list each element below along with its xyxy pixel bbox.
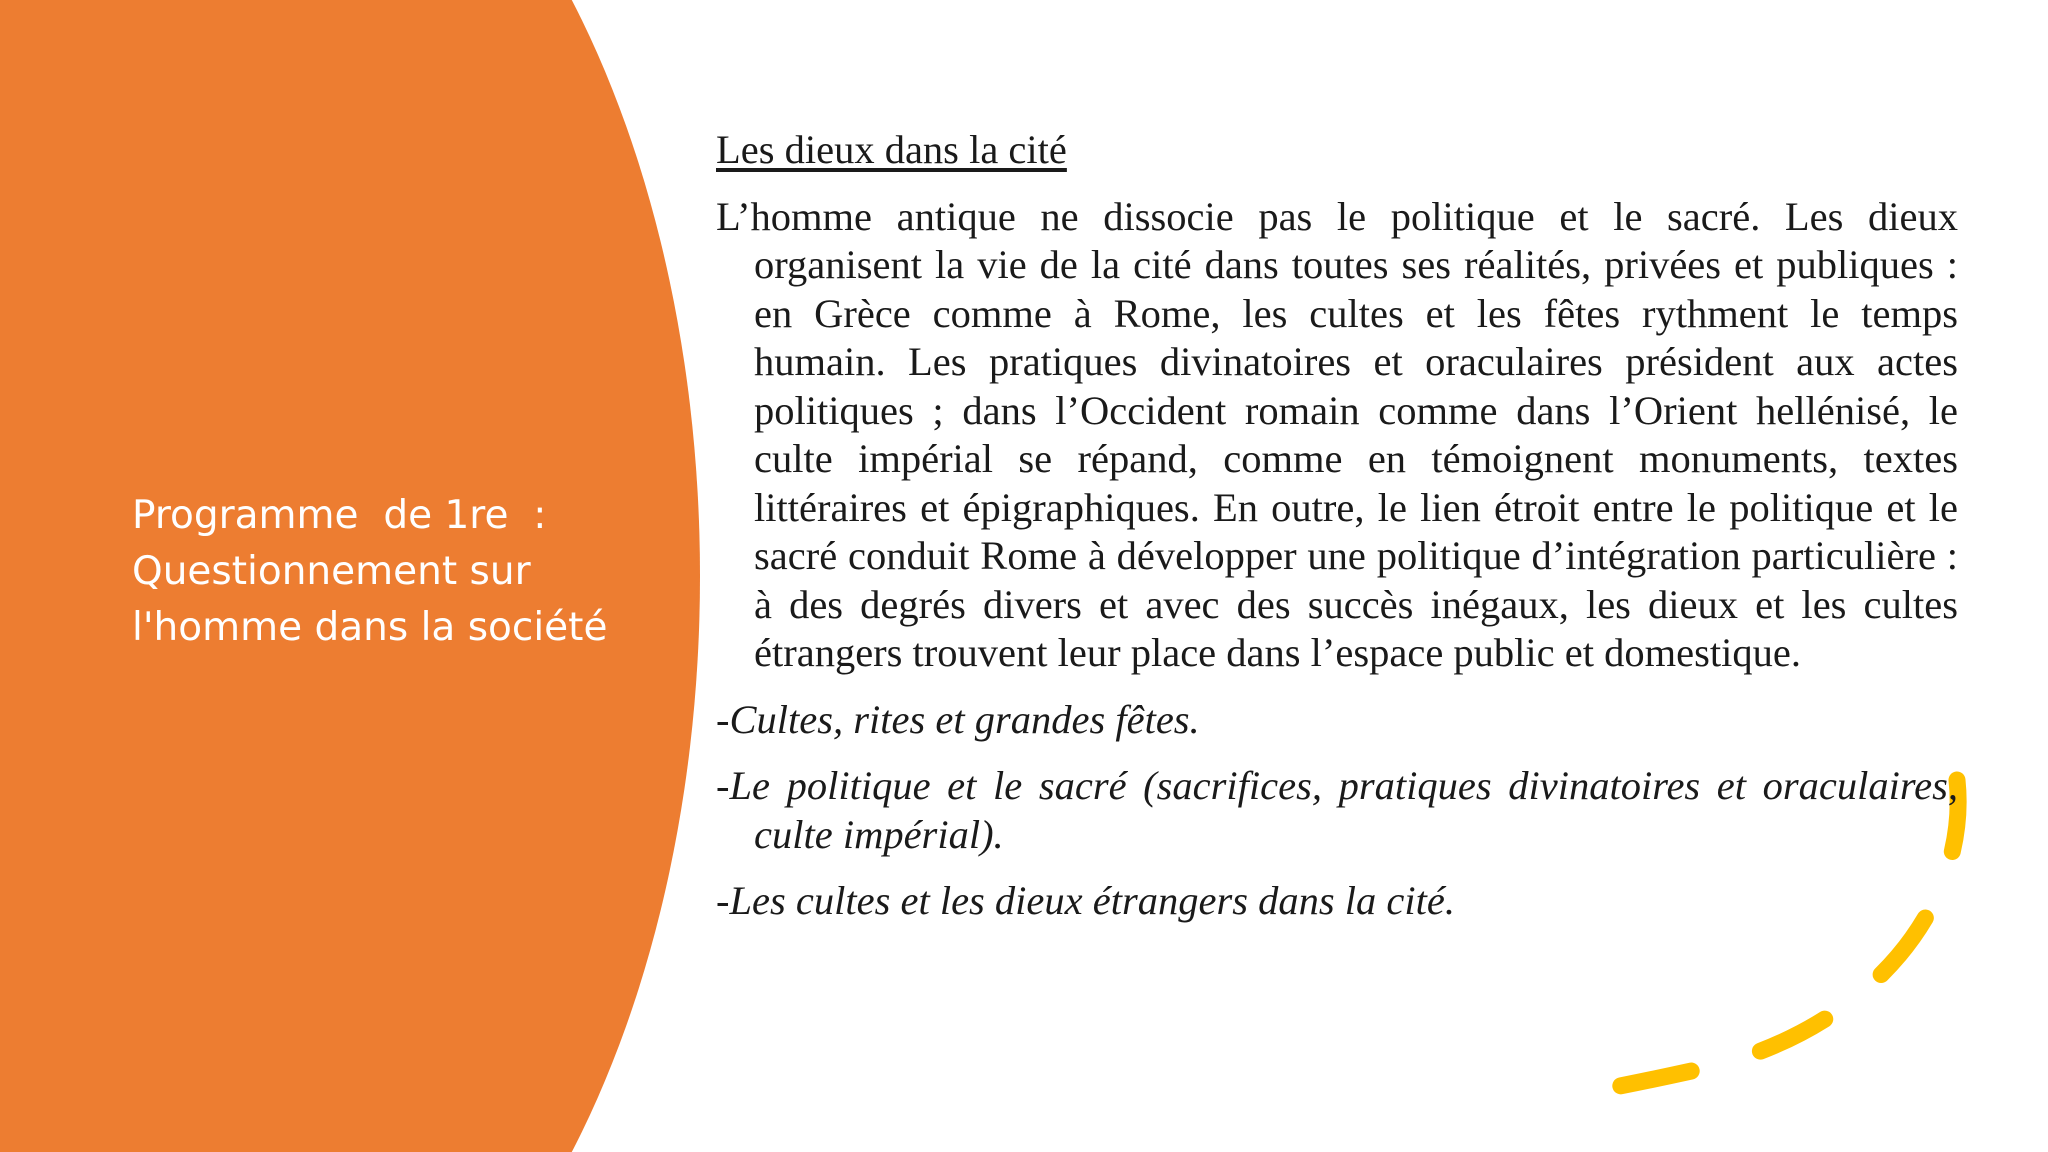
main-content: [716, 126, 1958, 944]
list-item: -Les cultes et les dieux étrangers dans la cité.: [716, 878, 1455, 923]
side-title-line: Programme de 1re :: [132, 493, 547, 538]
section-heading: Les dieux dans la cité: [716, 127, 1067, 172]
side-title-line: l'homme dans la société: [132, 605, 608, 650]
side-title-line: Questionnement sur: [132, 549, 531, 594]
list-item: -Le politique et le sacré (sacrifices, pratiques divinatoires et oraculaires, culte impérial).: [716, 763, 1958, 857]
list-item: -Cultes, rites et grandes fêtes.: [716, 696, 1200, 742]
intro-paragraph: L’homme antique ne dissocie pas le politique et le sacré. Les dieux organisent la vie de la cité dans toutes ses réalités, privées et publiques : en Grèce comme à Rome, les cultes et les fêtes rythment le temps humain. Les pratiques divinatoires et oraculaires président aux actes politiques ; dans l’Occident romain comme dans l’Orient hellénisé, le culte impérial se répand, comme en témoignent monuments, textes littéraires et épigraphiques. En outre, le lien étroit entre le politique et le sacré conduit Rome à développer une politique d’intégration particulière : à des degrés divers et avec des succès inégaux, les dieux et les cultes étrangers trouvent leur place dans l’espace public et domestique.: [716, 193, 1958, 675]
